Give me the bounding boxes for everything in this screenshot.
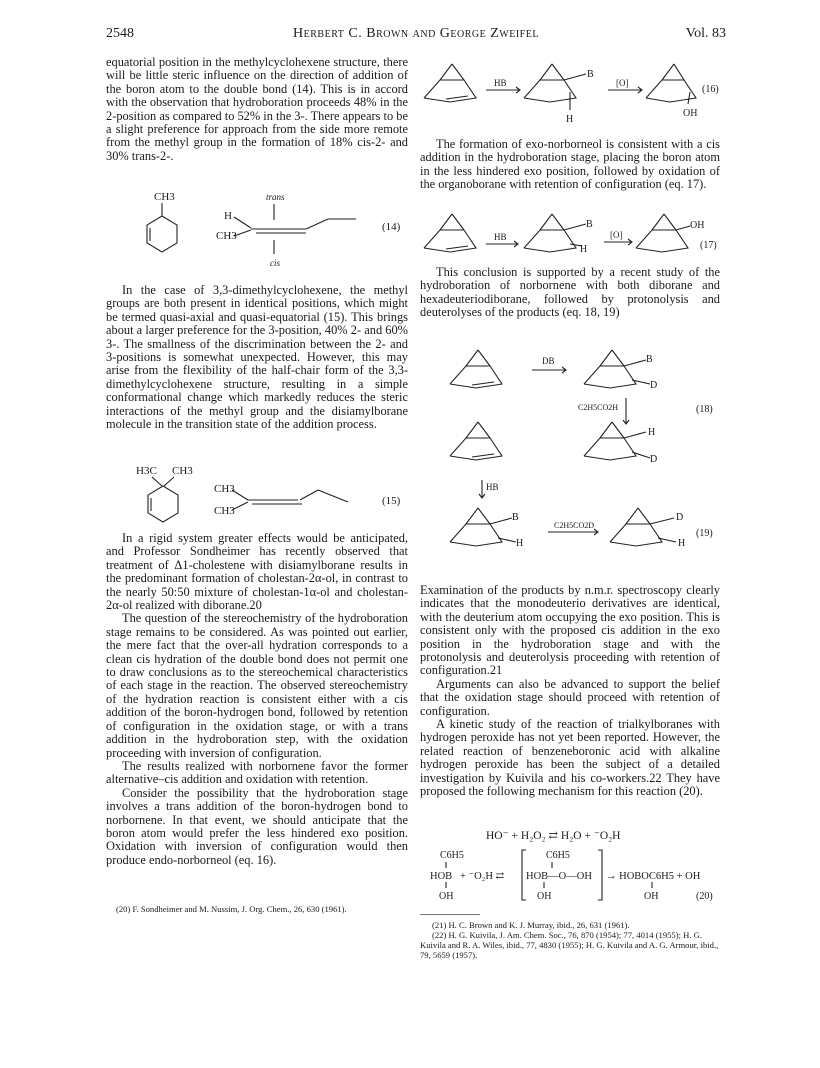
page-number: 2548 <box>106 26 134 41</box>
eq14-trans: trans <box>266 192 285 202</box>
eq20-oha: OH <box>439 891 454 902</box>
eq19-h2: H <box>678 538 686 549</box>
eq15-ch3b: CH3 <box>214 505 235 517</box>
running-authors: Herbert C. Brown and George Zweifel <box>293 26 539 41</box>
monodeuterio-norbornane-2 <box>610 508 676 546</box>
eq20-number: (20) <box>696 891 713 902</box>
norbornene-2 <box>424 214 476 252</box>
norbornene-4 <box>450 422 502 460</box>
equation-19 <box>420 476 720 566</box>
right-paragraph-1: The formation of exo-norborneol is consistent with a cis addition in the hydroboration stage, placing the boron atom in the less hindered exo position, followed by oxidation of the organoborane with retention of configuration (eq. 17). <box>420 137 720 192</box>
eq16-h: H <box>566 114 574 125</box>
eq20-ohc: OH <box>644 891 659 902</box>
eq18-d: D <box>650 380 658 391</box>
eq14-ch3b: CH3 <box>216 230 237 242</box>
eq15-number: (15) <box>382 495 401 507</box>
eq14-h: H <box>224 210 232 222</box>
eq18-h: H <box>648 427 656 438</box>
eq15-h3c: H3C <box>136 465 157 477</box>
eq18-d2: D <box>650 454 658 465</box>
eq15-ch3: CH3 <box>172 465 193 477</box>
eq20-c6h5a: C6H5 <box>440 850 464 861</box>
eq19-reagent: C2H5CO2D <box>554 521 595 530</box>
equation-16 <box>420 56 720 134</box>
right-paragraph-5: A kinetic study of the reaction of trialkylboranes with hydrogen peroxide has not yet been reported. However, the related reaction of benzeneboronic acid with alkaline hydrogen peroxide has been the subject of a detailed investigation by Kuivila and his co-workers.22 They have proposed the following mechanism for this reaction (20). <box>420 717 720 799</box>
right-body-block <box>420 584 720 799</box>
eq19-number: (19) <box>696 528 713 539</box>
eq17-number: (17) <box>700 240 717 251</box>
eq15-ch3a: CH3 <box>214 483 235 495</box>
eq14-ch3: CH3 <box>154 191 175 203</box>
equation-15 <box>106 462 408 526</box>
left-paragraph-3: In a rigid system greater effects would be anticipated, and Professor Sondheimer has recently observed that treatment of Δ1-cholestene with disiamylborane results in the predominant formation of cholestan-2α-ol, in contrast to the nearly 50:50 mixture of cholestan-1α-ol and cholestan-2α-ol realized with diborane.20 <box>106 531 408 613</box>
eq16-o: [O] <box>616 78 629 88</box>
left-paragraph-2: In the case of 3,3-dimethylcyclohexene, the methyl groups are both present in identical positions, which might be termed quasi-axial and quasi-equatorial (15). This brings about a larger preference for the 3-position, 40% 2- and 60% 3-. The smallness of the discrimination between the 2- and 3-positions is somewhat unexpected. However, this may arise from the flexibility of the half-chair form of the 3,3-dimethylcyclohexene structure, resulting in a simple conformational change which markedly reduces the steric interactions of the methyl group and the disiamylborane molecule in the transition state of the addition process. <box>106 283 408 432</box>
right-paragraph-4: Arguments can also be advanced to support the belief that the oxidation stage should proceed with retention of configuration. <box>420 676 720 718</box>
equation-17 <box>420 206 720 266</box>
left-paragraph-5: The results realized with norbornene favor the former alternative–cis addition and oxidation with retention. <box>106 758 408 787</box>
norbornene-3 <box>450 350 502 388</box>
right-p1-block <box>420 138 720 192</box>
norbornene-1 <box>424 64 476 102</box>
eq20-hob: HOB <box>430 871 453 882</box>
eq20-ohb: OH <box>537 891 552 902</box>
volume-label: Vol. 83 <box>685 26 726 41</box>
left-paragraph-6: Consider the possibility that the hydroboration stage involves a trans addition of the boron-hydrogen bond to norbornene. In that event, we should anticipate that the boron atom would prefer the less hindered exo position. Oxidation with inversion of configuration would then produce endo-norborneol (eq. 16). <box>106 785 408 867</box>
footnote-22: (22) H. G. Kuivila, J. Am. Chem. Soc., 76, 870 (1954); 77, 4014 (1955); H. G. Kuivila and R. A. Wiles, ibid., 77, 4830 (1955); H. G. Kuivila and A. G. Armour, ibid., 79, 5659 (1957). <box>420 930 719 960</box>
equation-20 <box>420 846 720 906</box>
right-p2-block <box>420 266 720 320</box>
eq14-number: (14) <box>382 221 401 233</box>
eq20-line1: HO⁻ + H₂O₂ ⇄ H₂O + ⁻O₂H <box>486 830 621 842</box>
eq17-hb: HB <box>494 232 507 242</box>
monodeuterio-norbornane-1 <box>584 422 650 460</box>
exo-norbornylborane <box>524 214 586 252</box>
eq16-b: B <box>587 69 594 80</box>
eq20-hobo: HOB—O—OH <box>526 871 592 882</box>
right-paragraph-2: This conclusion is supported by a recent study of the hydroboration of norbornene with both diborane and hexadeuteriodiborane, followed by protonolysis and deuterolyses of the products (eq. 18, 19) <box>420 265 720 320</box>
eq19-h: H <box>516 538 524 549</box>
eq20-prod: → HOBOC6H5 + OH <box>606 871 701 882</box>
endo-norborneol <box>646 64 696 104</box>
eq17-oh: OH <box>690 220 705 231</box>
eq17-b: B <box>586 219 593 230</box>
eq17-h: H <box>580 244 588 255</box>
eq16-oh: OH <box>683 108 698 119</box>
eq20-plus1: + ⁻O₂H ⇄ <box>460 871 505 882</box>
eq14-cis: cis <box>270 258 280 268</box>
hydro-borane <box>450 508 516 546</box>
eq18-number: (18) <box>696 404 713 415</box>
exo-norborneol <box>636 214 690 252</box>
cyclohexene-ring <box>147 216 177 252</box>
right-paragraph-3: Examination of the products by n.m.r. spectroscopy clearly indicates that the monodeuterio derivatives are identical, with the deuterium atom occupying the exo position. This is consistent only with the proposed cis addition in the exo position in the hydroboration stage and with the protonolysis and deuterolysis proceeding with retention of configuration.21 <box>420 583 720 678</box>
footnote-20: (20) F. Sondheimer and M. Nussim, J. Org. Chem., 26, 630 (1961). <box>116 904 347 914</box>
footnote-divider <box>420 914 480 915</box>
eq16-hb: HB <box>494 78 507 88</box>
dimethylcyclohexene-ring <box>148 486 178 522</box>
eq17-o: [O] <box>610 230 623 240</box>
left-paragraph-4: The question of the stereochemistry of the hydroboration stage remains to be considered. As was pointed out earlier, the mere fact that the over-all hydration corresponds to a clean cis hydration of the double bond does not permit one to draw conclusions as to the stereochemical characteristics of each stage in the reaction. The observed stereochemistry of the hydration reaction is consistent either with a cis addition of the boron-hydrogen bond, followed by retention of configuration in the oxidation stage, or with a trans addition in the hydroboration step, with the oxidation proceeding with inversion of configuration. <box>106 611 408 760</box>
eq20-c6h5b: C6H5 <box>546 850 570 861</box>
norbornylborane-1 <box>524 64 586 110</box>
left-p2-block <box>106 284 408 431</box>
equation-14 <box>106 186 408 276</box>
eq18-b: B <box>646 354 653 365</box>
eq16-number: (16) <box>702 84 719 95</box>
deuterio-borane <box>584 350 650 388</box>
footnote-21: (21) H. C. Brown and K. J. Murray, ibid., 26, 631 (1961). <box>432 920 630 930</box>
footnotes-right <box>420 920 720 960</box>
left-p1 <box>106 56 408 163</box>
left-body-block <box>106 532 408 867</box>
equation-18 <box>420 340 720 476</box>
eq19-b: B <box>512 512 519 523</box>
eq19-hb: HB <box>486 482 499 492</box>
eq18-db: DB <box>542 356 555 366</box>
eq19-d: D <box>676 512 684 523</box>
left-paragraph-1: equatorial position in the methylcyclohexene structure, there will be little steric influence on the direction of addition of the boron atom to the double bond (14). This is in accord with the observation that hydroboration proceeds 48% in the 2-position as compared to 52% in the 3-. There appears to be a slight preference for approach from the side more remote from the methyl group in the formation of 18% cis-2- and 30% trans-2-. <box>106 55 408 163</box>
eq18-reagent: C2H5CO2H <box>578 403 619 412</box>
